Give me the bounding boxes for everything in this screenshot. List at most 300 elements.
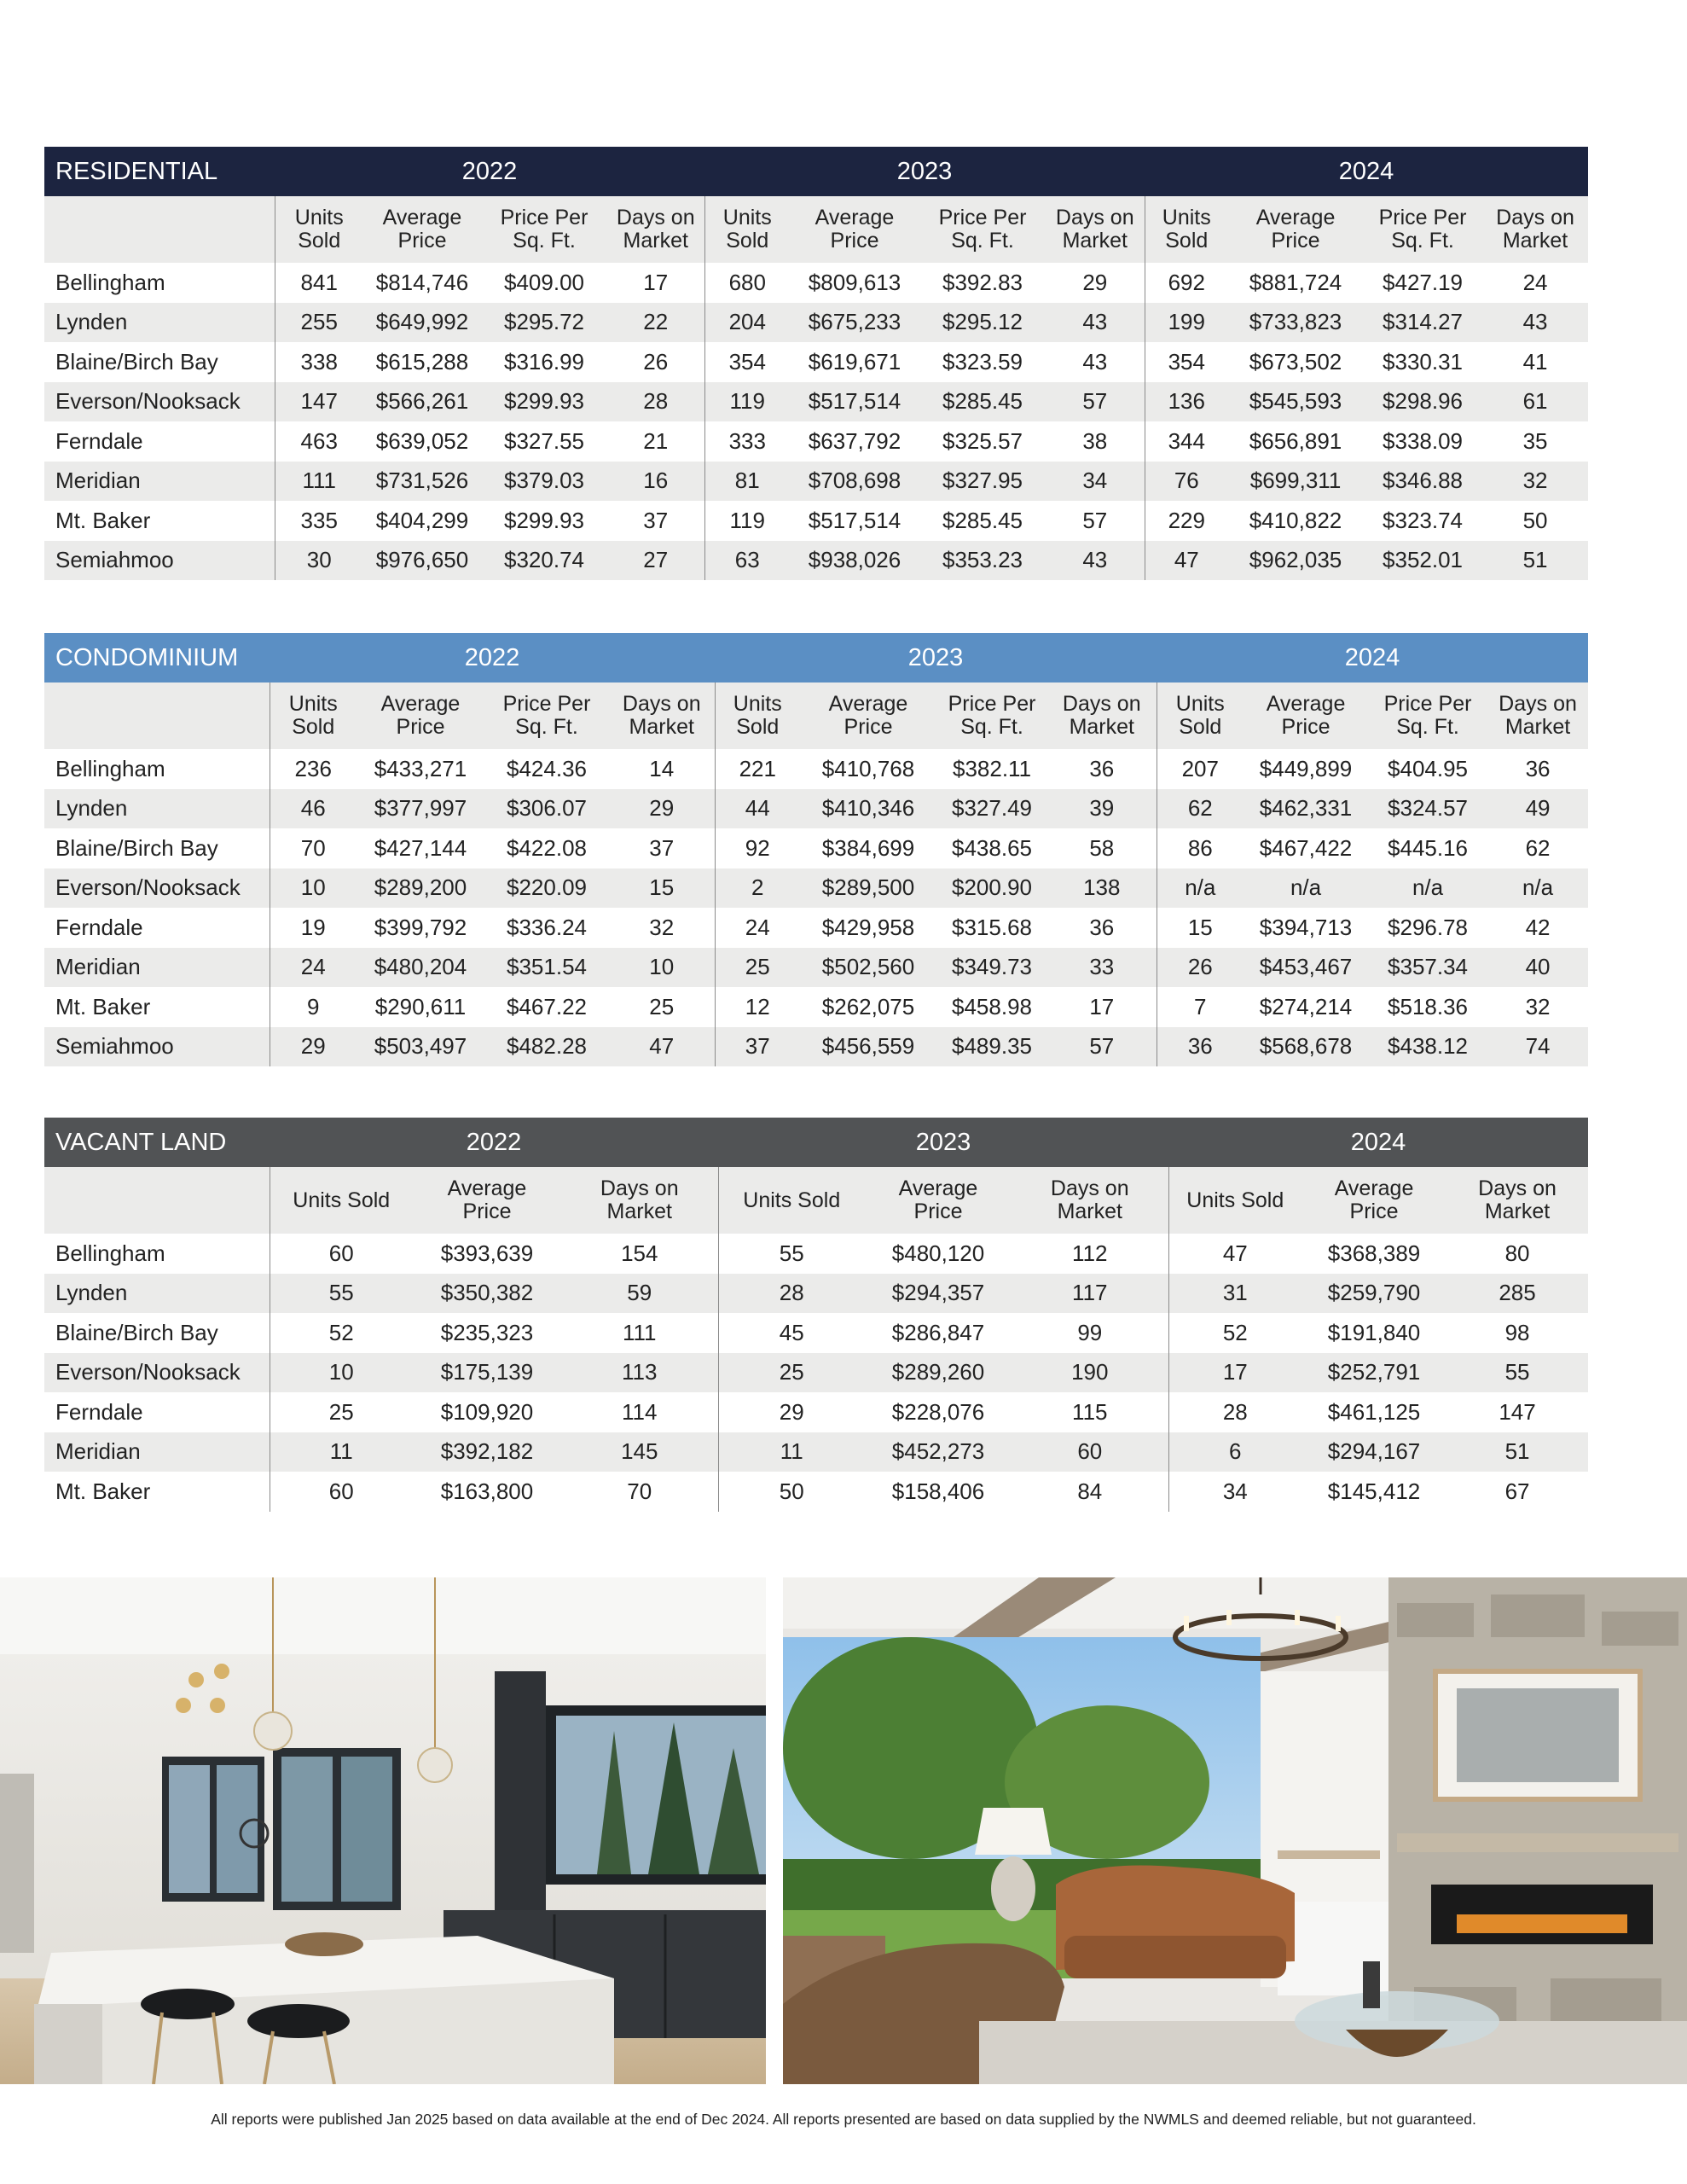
- table-cell: $394,713: [1259, 914, 1353, 940]
- table-cell: 207: [1157, 749, 1244, 789]
- table-cell: 43: [1082, 348, 1108, 375]
- table-cell: 17: [1089, 993, 1115, 1019]
- table-cell: 111: [275, 462, 363, 502]
- table-cell: $545,593: [1228, 382, 1363, 422]
- column-header: Days on Market: [609, 682, 715, 749]
- table-cell: $410,346: [800, 789, 936, 829]
- table-cell: $357.34: [1368, 948, 1487, 988]
- table-cell: $976,650: [363, 541, 481, 581]
- row-location: Everson/Nooksack: [44, 868, 270, 909]
- table-cell: 24: [270, 948, 357, 988]
- table-cell: $410,768: [821, 755, 915, 781]
- table-cell: $259,790: [1301, 1274, 1446, 1314]
- table-cell: 17: [1168, 1353, 1301, 1393]
- table-cell: $637,792: [808, 427, 901, 454]
- row-location: Lynden: [44, 303, 275, 343]
- table-cell: 32: [1482, 462, 1588, 502]
- row-location: Blaine/Birch Bay: [55, 1319, 218, 1345]
- table-row: [44, 1234, 1588, 1274]
- table-row: [44, 1274, 1588, 1314]
- table-cell: 29: [609, 789, 715, 829]
- table-cell: 190: [1012, 1353, 1168, 1393]
- table-cell: 154: [621, 1240, 658, 1266]
- table-cell: 112: [1072, 1240, 1108, 1266]
- table-row: [44, 421, 1588, 462]
- table-cell: 28: [607, 382, 704, 422]
- table-cell: $299.93: [481, 382, 607, 422]
- row-location: Meridian: [44, 1432, 270, 1472]
- table-cell: n/a: [1157, 868, 1244, 909]
- column-header: Units Sold: [1145, 196, 1228, 263]
- row-location: Semiahmoo: [44, 1027, 270, 1067]
- table-cell: 29: [718, 1392, 865, 1432]
- location-column-header: [44, 682, 270, 749]
- column-header: Average Price: [790, 196, 919, 263]
- row-location: Meridian: [44, 462, 275, 502]
- table-cell: 39: [1047, 789, 1157, 829]
- table-cell: 285: [1446, 1274, 1588, 1314]
- table-cell: $424.36: [507, 755, 587, 781]
- table-cell: $482.28: [484, 1027, 609, 1067]
- column-header: Average Price: [1244, 682, 1368, 749]
- table-cell: $220.09: [484, 868, 609, 909]
- column-header: Price Per Sq. Ft.: [936, 682, 1047, 749]
- table-cell: 841: [275, 263, 363, 303]
- row-location: Ferndale: [55, 1398, 143, 1425]
- vacant-land-year-2022: 2022: [270, 1118, 718, 1167]
- table-row: [44, 263, 1588, 303]
- table-cell: 204: [704, 303, 790, 343]
- table-cell: $480,120: [891, 1240, 985, 1266]
- vacant-land-year-2024: 2024: [1168, 1118, 1588, 1167]
- table-cell: 147: [1499, 1398, 1536, 1425]
- column-header: Price Per Sq. Ft.: [1363, 196, 1482, 263]
- table-row: [44, 1313, 1588, 1353]
- column-header: Units Sold: [270, 682, 357, 749]
- table-cell: 136: [1145, 382, 1228, 422]
- table-cell: 22: [607, 303, 704, 343]
- table-cell: $615,288: [375, 348, 469, 375]
- table-row: [44, 342, 1588, 382]
- table-cell: 12: [715, 987, 800, 1027]
- table-cell: 34: [1168, 1472, 1301, 1512]
- table-cell: 67: [1504, 1478, 1530, 1504]
- table-cell: $289,200: [357, 868, 484, 909]
- table-cell: 47: [609, 1027, 715, 1067]
- table-cell: 24: [1522, 269, 1548, 295]
- table-cell: 51: [1446, 1432, 1588, 1472]
- table-cell: $228,076: [891, 1398, 985, 1425]
- table-cell: 680: [704, 263, 790, 303]
- column-header: Average Price: [363, 196, 481, 263]
- table-cell: $377,997: [357, 789, 484, 829]
- table-cell: 49: [1487, 789, 1588, 829]
- table-cell: $392.83: [942, 269, 1023, 295]
- table-cell: $566,261: [363, 382, 481, 422]
- table-cell: $306.07: [484, 789, 609, 829]
- table-cell: 17: [643, 269, 669, 295]
- column-header: Days on Market: [1046, 196, 1145, 263]
- table-cell: 42: [1525, 914, 1551, 940]
- vacant-land-title: VACANT LAND: [44, 1118, 270, 1167]
- column-header: Price Per Sq. Ft.: [919, 196, 1046, 263]
- row-location: Mt. Baker: [55, 1478, 151, 1504]
- table-cell: $518.36: [1388, 993, 1469, 1019]
- row-location: Bellingham: [55, 1240, 165, 1266]
- table-row: [44, 541, 1588, 581]
- table-cell: $323.74: [1383, 507, 1464, 533]
- table-cell: 60: [270, 1234, 413, 1274]
- table-row: [44, 501, 1588, 541]
- table-cell: $325.57: [942, 427, 1023, 454]
- residential-section: [44, 147, 1588, 580]
- table-cell: $285.45: [919, 382, 1046, 422]
- column-header: Units Sold: [275, 196, 363, 263]
- location-column-header: [44, 1167, 270, 1234]
- table-cell: 63: [704, 541, 790, 581]
- table-cell: $452,273: [865, 1432, 1012, 1472]
- table-cell: $938,026: [790, 541, 919, 581]
- column-header: Average Price: [865, 1167, 1012, 1234]
- table-cell: 30: [275, 541, 363, 581]
- table-cell: 43: [1482, 303, 1588, 343]
- table-cell: $274,214: [1259, 993, 1353, 1019]
- table-cell: 55: [718, 1234, 865, 1274]
- table-cell: $392,182: [413, 1432, 561, 1472]
- table-cell: $145,412: [1327, 1478, 1421, 1504]
- vacant-land-section: [44, 1118, 1588, 1512]
- table-cell: $456,559: [800, 1027, 936, 1067]
- column-header: Average Price: [800, 682, 936, 749]
- table-cell: $336.24: [507, 914, 587, 940]
- column-header: Days on Market: [1482, 196, 1588, 263]
- table-cell: $175,139: [413, 1353, 561, 1393]
- table-cell: $517,514: [808, 507, 901, 533]
- table-row: [44, 1432, 1588, 1472]
- table-cell: 113: [561, 1353, 718, 1393]
- table-cell: $286,847: [891, 1319, 985, 1345]
- column-header: Average Price: [1301, 1167, 1446, 1234]
- table-cell: 24: [715, 908, 800, 948]
- table-cell: 31: [1168, 1274, 1301, 1314]
- condominium-column-headers: [44, 682, 1588, 749]
- table-row: [44, 828, 1588, 868]
- location-column-header: [44, 196, 275, 263]
- table-cell: 114: [622, 1398, 658, 1425]
- table-row: [44, 1353, 1588, 1393]
- column-header: Price Per Sq. Ft.: [1368, 682, 1487, 749]
- table-cell: $350,382: [413, 1274, 561, 1314]
- table-cell: 35: [1522, 427, 1548, 454]
- table-cell: $517,514: [790, 382, 919, 422]
- table-row: [44, 868, 1588, 909]
- table-cell: $422.08: [507, 834, 587, 861]
- table-cell: 27: [607, 541, 704, 581]
- table-row: [44, 1027, 1588, 1067]
- table-cell: 36: [1089, 755, 1115, 781]
- table-cell: 41: [1522, 348, 1548, 375]
- table-cell: $462,331: [1244, 789, 1368, 829]
- table-cell: 33: [1047, 948, 1157, 988]
- table-cell: $324.57: [1368, 789, 1487, 829]
- table-cell: n/a: [1244, 868, 1368, 909]
- table-cell: $295.72: [481, 303, 607, 343]
- row-location: Mt. Baker: [55, 993, 151, 1019]
- row-location: Lynden: [44, 1274, 270, 1314]
- table-cell: $289,260: [865, 1353, 1012, 1393]
- table-cell: $673,502: [1249, 348, 1342, 375]
- table-cell: 354: [1145, 342, 1228, 382]
- table-cell: $410,822: [1249, 507, 1342, 533]
- column-header: Price Per Sq. Ft.: [481, 196, 607, 263]
- table-cell: $290,611: [374, 993, 467, 1019]
- table-cell: 255: [275, 303, 363, 343]
- table-cell: $409.00: [504, 269, 584, 295]
- row-location: Lynden: [44, 789, 270, 829]
- table-cell: 92: [715, 828, 800, 868]
- condominium-year-2022: 2022: [270, 633, 715, 682]
- table-cell: 47: [1168, 1234, 1301, 1274]
- table-cell: $962,035: [1228, 541, 1363, 581]
- table-cell: 16: [607, 462, 704, 502]
- table-row: [44, 948, 1588, 988]
- table-cell: $809,613: [808, 269, 901, 295]
- table-cell: 36: [1525, 755, 1551, 781]
- row-location: Semiahmoo: [44, 541, 275, 581]
- table-cell: $351.54: [484, 948, 609, 988]
- table-cell: $404.95: [1388, 755, 1469, 781]
- table-cell: $314.27: [1363, 303, 1482, 343]
- table-cell: $503,497: [357, 1027, 484, 1067]
- column-header: Units Sold: [1157, 682, 1244, 749]
- table-cell: 50: [1522, 507, 1548, 533]
- table-cell: 221: [715, 749, 800, 789]
- table-cell: 10: [270, 868, 357, 909]
- table-cell: $453,467: [1244, 948, 1368, 988]
- table-cell: 76: [1145, 462, 1228, 502]
- table-cell: $338.09: [1383, 427, 1464, 454]
- table-cell: 25: [270, 1392, 413, 1432]
- table-cell: 62: [1157, 789, 1244, 829]
- table-cell: 55: [270, 1274, 413, 1314]
- table-cell: $502,560: [800, 948, 936, 988]
- table-cell: 199: [1145, 303, 1228, 343]
- table-cell: 236: [270, 749, 357, 789]
- table-cell: $675,233: [790, 303, 919, 343]
- condominium-year-2024: 2024: [1157, 633, 1588, 682]
- table-cell: $429,958: [821, 914, 915, 940]
- residential-year-2022: 2022: [275, 147, 704, 196]
- table-cell: $252,791: [1301, 1353, 1446, 1393]
- table-cell: 36: [1157, 1027, 1244, 1067]
- table-cell: 32: [649, 914, 675, 940]
- table-cell: 10: [270, 1353, 413, 1393]
- table-cell: 28: [1168, 1392, 1301, 1432]
- table-cell: 38: [1082, 427, 1108, 454]
- table-cell: $467,422: [1259, 834, 1353, 861]
- table-cell: 115: [1072, 1398, 1108, 1425]
- table-cell: 57: [1047, 1027, 1157, 1067]
- condominium-header-band: [44, 633, 1588, 682]
- disclaimer-footer: All reports were published Jan 2025 based on data available at the end of Dec 2024. All reports presented are based on data supplied by the NWMLS and deemed reliable, but not guaranteed.: [211, 2111, 1476, 2128]
- table-cell: $235,323: [440, 1319, 534, 1345]
- table-row: [44, 987, 1588, 1027]
- table-cell: $323.59: [942, 348, 1023, 375]
- table-cell: $814,746: [375, 269, 469, 295]
- table-cell: $393,639: [440, 1240, 534, 1266]
- table-cell: 52: [270, 1313, 413, 1353]
- row-location: Everson/Nooksack: [44, 1353, 270, 1393]
- row-location: Everson/Nooksack: [44, 382, 275, 422]
- table-cell: 111: [622, 1319, 657, 1345]
- table-cell: $294,357: [865, 1274, 1012, 1314]
- condominium-table: [44, 633, 1588, 1066]
- column-header: Units Sold: [715, 682, 800, 749]
- table-cell: $352.01: [1363, 541, 1482, 581]
- table-cell: 119: [704, 501, 790, 541]
- table-cell: $315.68: [952, 914, 1032, 940]
- column-header: Days on Market: [1487, 682, 1588, 749]
- table-cell: 138: [1047, 868, 1157, 909]
- table-cell: $489.35: [936, 1027, 1047, 1067]
- vacant-land-year-2023: 2023: [718, 1118, 1168, 1167]
- table-cell: 29: [1082, 269, 1108, 295]
- table-row: [44, 462, 1588, 502]
- table-cell: 26: [643, 348, 669, 375]
- table-cell: 7: [1157, 987, 1244, 1027]
- table-cell: $458.98: [952, 993, 1032, 1019]
- table-cell: 344: [1145, 421, 1228, 462]
- table-cell: $881,724: [1249, 269, 1342, 295]
- table-row: [44, 789, 1588, 829]
- table-cell: 37: [643, 507, 669, 533]
- table-cell: $433,271: [374, 755, 467, 781]
- table-cell: $656,891: [1249, 427, 1342, 454]
- table-cell: 229: [1145, 501, 1228, 541]
- residential-column-headers: [44, 196, 1588, 263]
- table-row: [44, 1472, 1588, 1512]
- residential-header-band: [44, 147, 1588, 196]
- table-cell: $349.73: [936, 948, 1047, 988]
- row-location: Blaine/Birch Bay: [55, 834, 218, 861]
- table-cell: 80: [1504, 1240, 1530, 1266]
- row-location: Ferndale: [55, 914, 143, 940]
- table-cell: 2: [715, 868, 800, 909]
- table-cell: n/a: [1487, 868, 1588, 909]
- table-cell: $438.65: [952, 834, 1032, 861]
- table-cell: $449,899: [1259, 755, 1353, 781]
- table-cell: 25: [715, 948, 800, 988]
- table-cell: $384,699: [821, 834, 915, 861]
- table-cell: $294,167: [1301, 1432, 1446, 1472]
- table-cell: 463: [275, 421, 363, 462]
- table-cell: 99: [1077, 1319, 1103, 1345]
- column-header: Price Per Sq. Ft.: [484, 682, 609, 749]
- column-header: Days on Market: [1047, 682, 1157, 749]
- table-cell: 14: [649, 755, 675, 781]
- table-cell: 46: [270, 789, 357, 829]
- table-cell: $699,311: [1228, 462, 1363, 502]
- table-cell: 15: [1157, 908, 1244, 948]
- table-cell: 21: [643, 427, 669, 454]
- table-cell: $438.12: [1368, 1027, 1487, 1067]
- condominium-title: CONDOMINIUM: [44, 633, 270, 682]
- table-cell: $262,075: [821, 993, 915, 1019]
- table-cell: $731,526: [363, 462, 481, 502]
- table-cell: $467.22: [507, 993, 587, 1019]
- table-cell: $427.19: [1383, 269, 1464, 295]
- table-cell: $461,125: [1327, 1398, 1421, 1425]
- table-cell: $568,678: [1244, 1027, 1368, 1067]
- table-cell: 45: [718, 1313, 865, 1353]
- column-header: Average Price: [1228, 196, 1363, 263]
- table-cell: $368,389: [1327, 1240, 1421, 1266]
- table-cell: 74: [1487, 1027, 1588, 1067]
- table-cell: 47: [1145, 541, 1228, 581]
- column-header: Units Sold: [1168, 1167, 1301, 1234]
- table-cell: 86: [1157, 828, 1244, 868]
- table-cell: 60: [270, 1472, 413, 1512]
- table-cell: $320.74: [481, 541, 607, 581]
- table-cell: 9: [270, 987, 357, 1027]
- table-cell: 43: [1046, 541, 1145, 581]
- table-cell: $330.31: [1383, 348, 1464, 375]
- table-cell: 26: [1157, 948, 1244, 988]
- table-cell: $427,144: [374, 834, 467, 861]
- table-cell: $298.96: [1363, 382, 1482, 422]
- table-cell: $285.45: [942, 507, 1023, 533]
- table-cell: $382.11: [952, 755, 1032, 781]
- table-cell: 25: [718, 1353, 865, 1393]
- row-location: Bellingham: [55, 269, 165, 295]
- table-cell: $296.78: [1388, 914, 1469, 940]
- table-cell: 40: [1487, 948, 1588, 988]
- table-cell: $191,840: [1327, 1319, 1421, 1345]
- residential-title: RESIDENTIAL: [44, 147, 275, 196]
- table-cell: 43: [1046, 303, 1145, 343]
- table-cell: n/a: [1368, 868, 1487, 909]
- table-cell: 81: [704, 462, 790, 502]
- column-header: Days on Market: [607, 196, 704, 263]
- table-cell: 335: [275, 501, 363, 541]
- table-cell: 55: [1446, 1353, 1588, 1393]
- table-cell: 333: [704, 421, 790, 462]
- table-cell: 51: [1482, 541, 1588, 581]
- living-room-photo: [783, 1577, 1687, 2084]
- table-cell: $289,500: [800, 868, 936, 909]
- table-cell: 57: [1082, 507, 1108, 533]
- table-cell: 44: [715, 789, 800, 829]
- table-cell: $399,792: [374, 914, 467, 940]
- table-cell: 119: [704, 382, 790, 422]
- table-cell: 70: [270, 828, 357, 868]
- table-cell: 32: [1525, 993, 1551, 1019]
- table-cell: 10: [609, 948, 715, 988]
- table-row: [44, 749, 1588, 789]
- condominium-year-2023: 2023: [715, 633, 1157, 682]
- table-cell: $404,299: [375, 507, 469, 533]
- table-cell: 37: [715, 1027, 800, 1067]
- table-cell: $480,204: [357, 948, 484, 988]
- table-cell: 62: [1525, 834, 1551, 861]
- table-cell: $379.03: [481, 462, 607, 502]
- table-cell: $327.49: [936, 789, 1047, 829]
- residential-year-2023: 2023: [704, 147, 1145, 196]
- table-cell: 147: [275, 382, 363, 422]
- table-cell: 117: [1012, 1274, 1168, 1314]
- table-cell: $200.90: [936, 868, 1047, 909]
- column-header: Days on Market: [561, 1167, 718, 1234]
